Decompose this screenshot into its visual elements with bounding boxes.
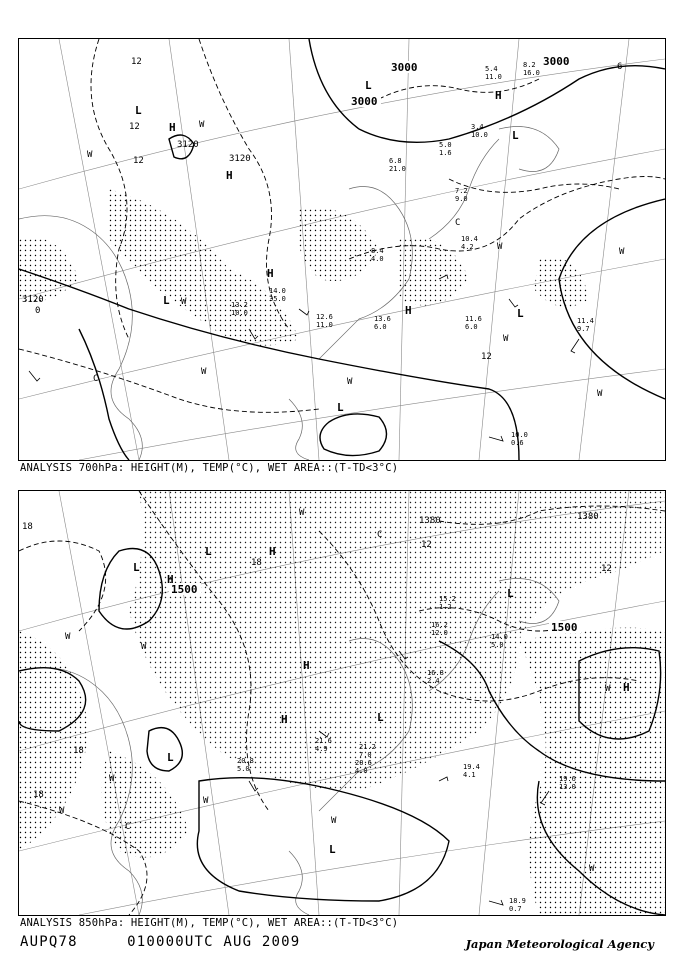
station-value: 3.4 bbox=[471, 123, 484, 131]
high-center: H bbox=[303, 659, 310, 672]
chart-code: AUPQ78 bbox=[20, 934, 78, 950]
high-center: H bbox=[281, 713, 288, 726]
high-center: H bbox=[169, 121, 176, 134]
contour-label: 18 bbox=[73, 746, 84, 756]
station-value: 9.0 bbox=[455, 195, 468, 203]
chart-footer bbox=[20, 934, 300, 950]
high-center: H bbox=[226, 169, 233, 182]
contour-label: 12 bbox=[601, 564, 612, 574]
contour-label: 3120 bbox=[229, 154, 251, 164]
high-center: H bbox=[167, 573, 174, 586]
contour-label: 18 bbox=[251, 558, 262, 568]
warm-mark: W bbox=[141, 642, 147, 652]
map-700hpa bbox=[19, 39, 665, 460]
contour-label: 12 bbox=[481, 352, 492, 362]
station-value: 16.2 bbox=[431, 621, 448, 629]
map-850hpa bbox=[19, 491, 665, 915]
wet-areas bbox=[19, 189, 589, 346]
cold-mark: C bbox=[455, 218, 461, 228]
contour-label: 1500 bbox=[551, 621, 578, 634]
warm-mark: W bbox=[299, 508, 305, 518]
warm-mark: W bbox=[597, 389, 603, 399]
station-value: 11.0 bbox=[316, 321, 333, 329]
warm-mark: W bbox=[199, 120, 205, 130]
station-value: 21.6 bbox=[315, 737, 332, 745]
warm-mark: W bbox=[347, 377, 353, 387]
station-value: 4.1 bbox=[463, 771, 476, 779]
station-value: 11.6 bbox=[465, 315, 482, 323]
contour-label: 3000 bbox=[391, 61, 418, 74]
caption-850hpa: ANALYSIS 850hPa: HEIGHT(M), TEMP(°C), WET AREA::(T-TD<3°C) bbox=[20, 917, 399, 929]
warm-mark: W bbox=[619, 247, 625, 257]
contour-label: 3000 bbox=[351, 95, 378, 108]
contour-label: 1380 bbox=[419, 516, 441, 526]
station-value: 21.0 bbox=[389, 165, 406, 173]
contour-label: 0 bbox=[35, 306, 41, 316]
station-value: 9.7 bbox=[577, 325, 590, 333]
low-center: L bbox=[329, 843, 336, 856]
high-center: H bbox=[495, 89, 502, 102]
contour-label: 6 bbox=[617, 62, 623, 72]
low-center: L bbox=[507, 587, 514, 600]
cold-mark: C bbox=[377, 530, 383, 540]
high-center: H bbox=[623, 681, 630, 694]
contour-label: 1380 bbox=[577, 512, 599, 522]
station-value: 16.8 bbox=[427, 669, 444, 677]
station-value: 20.6 bbox=[355, 759, 372, 767]
station-value: 16.0 bbox=[523, 69, 540, 77]
cold-mark: C bbox=[93, 374, 99, 384]
high-center: H bbox=[405, 304, 412, 317]
station-value: 10.0 bbox=[231, 309, 248, 317]
station-value: 1.2 bbox=[439, 603, 452, 611]
contour-label: 18 bbox=[22, 522, 33, 532]
station-value: 10.0 bbox=[511, 431, 528, 439]
low-center: L bbox=[365, 79, 372, 92]
station-value: 0.7 bbox=[509, 905, 522, 913]
station-value: 10.0 bbox=[471, 131, 488, 139]
station-value: 11.4 bbox=[577, 317, 594, 325]
warm-mark: W bbox=[203, 796, 209, 806]
low-center: L bbox=[133, 561, 140, 574]
warm-mark: W bbox=[109, 774, 115, 784]
low-center: L bbox=[512, 129, 519, 142]
station-value: 11.0 bbox=[485, 73, 502, 81]
chart-panel-700hpa bbox=[18, 38, 666, 461]
station-value: 14.0 bbox=[269, 287, 286, 295]
station-value: 12.6 bbox=[316, 313, 333, 321]
station-value: 4.9 bbox=[315, 745, 328, 753]
warm-mark: W bbox=[87, 150, 93, 160]
high-center: H bbox=[269, 545, 276, 558]
warm-mark: W bbox=[503, 334, 509, 344]
station-value: 13.6 bbox=[374, 315, 391, 323]
contour-label: 12 bbox=[129, 122, 140, 132]
warm-mark: W bbox=[65, 632, 71, 642]
station-value: 5.0 bbox=[491, 641, 504, 649]
warm-mark: W bbox=[605, 684, 611, 694]
warm-mark: W bbox=[59, 806, 65, 816]
station-value: 13.0 bbox=[559, 783, 576, 791]
station-value: 6.0 bbox=[374, 323, 387, 331]
station-value: 4.0 bbox=[371, 255, 384, 263]
warm-mark: W bbox=[201, 367, 207, 377]
station-value: 15.2 bbox=[439, 595, 456, 603]
caption-700hpa: ANALYSIS 700hPa: HEIGHT(M), TEMP(°C), WET AREA::(T-TD<3°C) bbox=[20, 462, 399, 474]
station-value: 13.2 bbox=[231, 301, 248, 309]
contour-label: 18 bbox=[33, 790, 44, 800]
contour-label: 12 bbox=[421, 540, 432, 550]
warm-mark: W bbox=[181, 297, 187, 307]
station-value: 6.8 bbox=[389, 157, 402, 165]
contour-label: 3120 bbox=[177, 140, 199, 150]
wind-barbs bbox=[29, 275, 579, 441]
coastlines bbox=[19, 127, 559, 461]
station-value: 20.8 bbox=[237, 757, 254, 765]
high-center: H bbox=[267, 267, 274, 280]
low-center: L bbox=[377, 711, 384, 724]
station-value: 21.2 bbox=[359, 743, 376, 751]
contour-label: 12 bbox=[133, 156, 144, 166]
warm-mark: W bbox=[497, 242, 503, 252]
contour-label: 1500 bbox=[171, 583, 198, 596]
station-value: 5.0 bbox=[439, 141, 452, 149]
station-value: 19.4 bbox=[463, 763, 480, 771]
station-value: 18.9 bbox=[509, 897, 526, 905]
station-value: 19.6 bbox=[559, 775, 576, 783]
station-value: 5.4 bbox=[485, 65, 498, 73]
low-center: L bbox=[337, 401, 344, 414]
chart-panel-850hpa bbox=[18, 490, 666, 916]
low-center: L bbox=[205, 545, 212, 558]
station-value: 14.0 bbox=[491, 633, 508, 641]
station-value: 8.2 bbox=[523, 61, 536, 69]
station-value: 35.0 bbox=[269, 295, 286, 303]
low-center: L bbox=[135, 104, 142, 117]
station-value: 1.6 bbox=[439, 149, 452, 157]
warm-mark: W bbox=[589, 864, 595, 874]
station-value: 8.4 bbox=[371, 247, 384, 255]
station-value: 7.0 bbox=[359, 751, 372, 759]
station-value: 5.0 bbox=[237, 765, 250, 773]
station-value: 6.0 bbox=[465, 323, 478, 331]
low-center: L bbox=[167, 751, 174, 764]
low-center: L bbox=[517, 307, 524, 320]
agency-name: Japan Meteorological Agency bbox=[465, 937, 654, 951]
warm-mark: W bbox=[331, 816, 337, 826]
cold-mark: C bbox=[125, 822, 131, 832]
station-value: 0.6 bbox=[511, 439, 524, 447]
station-value: 7.2 bbox=[455, 187, 468, 195]
station-value: 10.4 bbox=[461, 235, 478, 243]
station-value: 4.2 bbox=[461, 243, 474, 251]
contour-label: 12 bbox=[131, 57, 142, 67]
station-value: 4.0 bbox=[355, 767, 368, 775]
station-value: 2.4 bbox=[427, 677, 440, 685]
contour-label: 3120 bbox=[22, 295, 44, 305]
contour-label: 3000 bbox=[543, 55, 570, 68]
station-value: 12.0 bbox=[431, 629, 448, 637]
valid-time: 010000UTC AUG 2009 bbox=[127, 934, 301, 950]
low-center: L bbox=[163, 294, 170, 307]
